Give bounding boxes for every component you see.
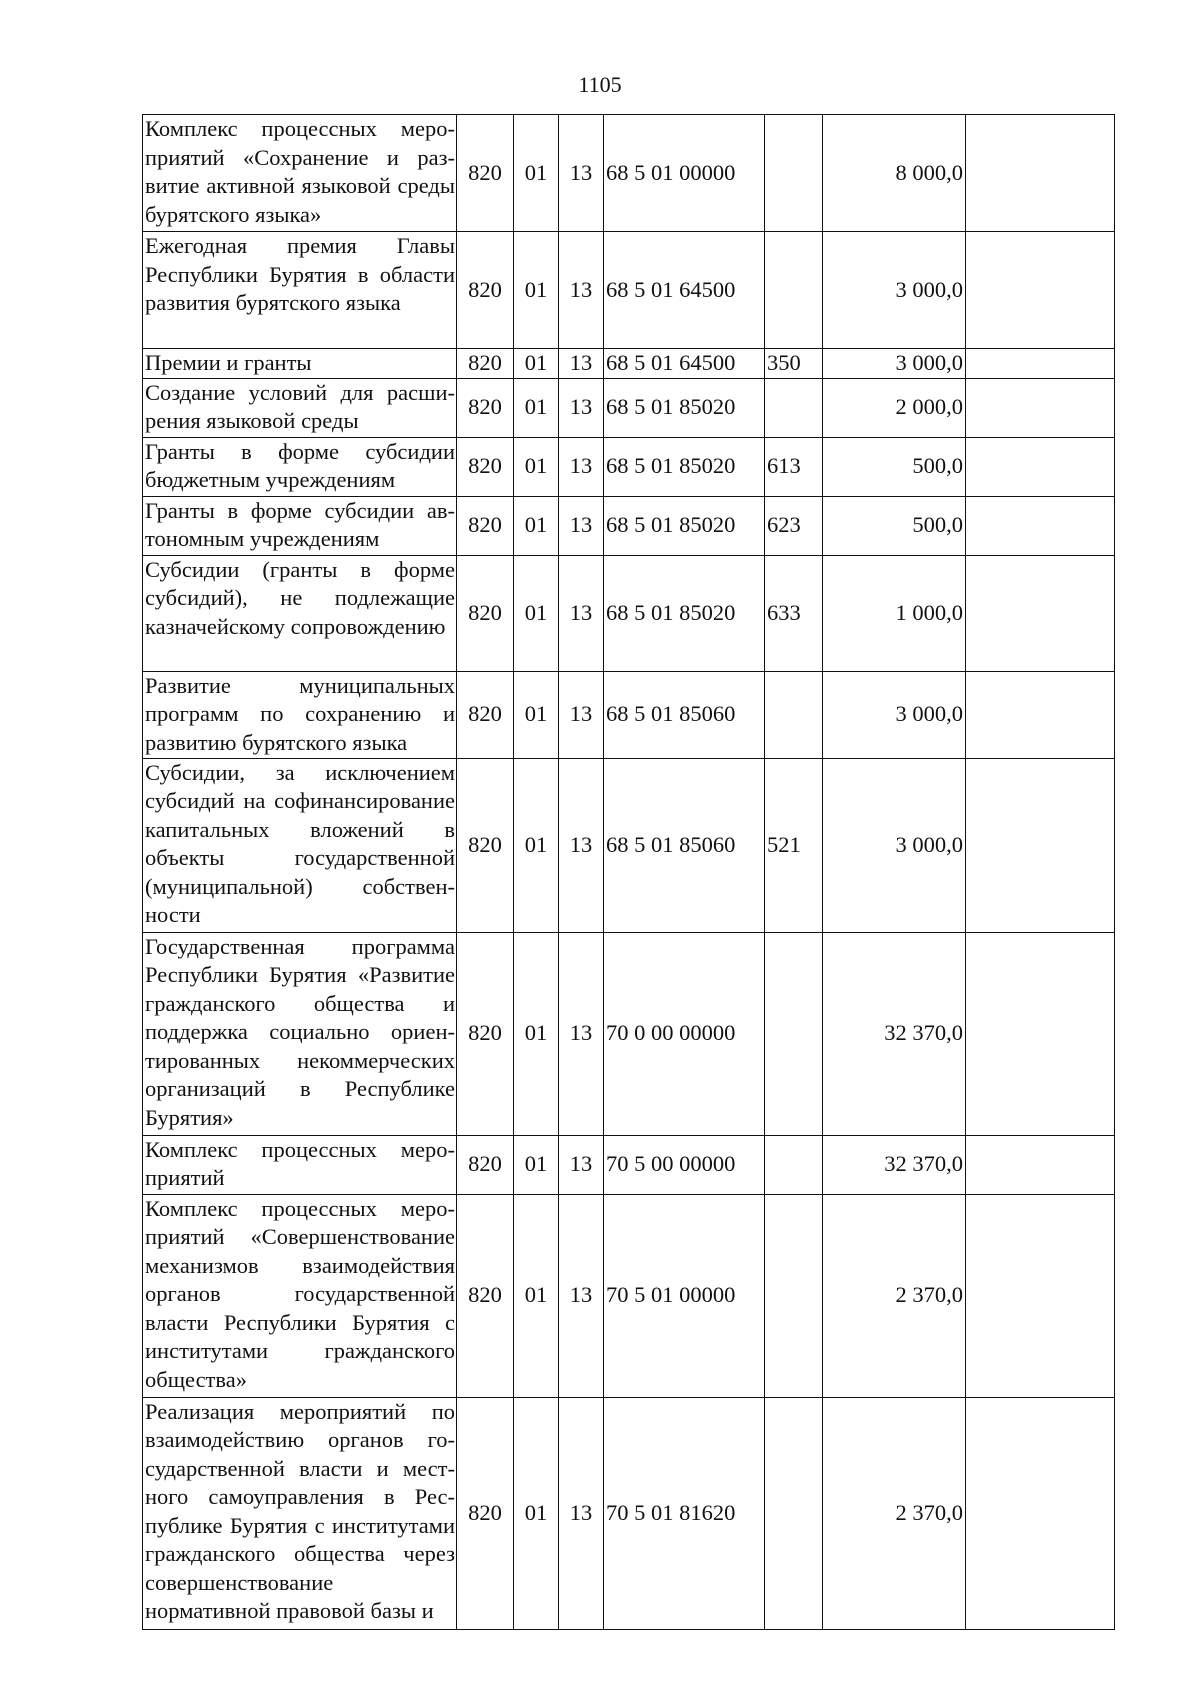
budget-table	[142, 114, 1115, 1630]
cell-amount: 3 000,0	[823, 671, 966, 758]
cell-subsection: 13	[559, 1194, 604, 1397]
cell-amount: 3 000,0	[823, 758, 966, 932]
cell-extra	[966, 115, 1115, 232]
cell-target-article: 68 5 01 85060	[604, 671, 765, 758]
cell-subsection: 13	[559, 1135, 604, 1194]
cell-ved: 820	[457, 496, 514, 555]
cell-subsection: 13	[559, 758, 604, 932]
cell-name: Ежегодная премия Главы Республики Бурятия в области развития бурятского языка	[143, 232, 457, 349]
cell-name: Государственная программа Республики Бурятия «Развитие гражданского общества и поддержка социально ориентированных некоммерческих организаций в Республике Бурятия»	[143, 932, 457, 1135]
cell-ved: 820	[457, 1397, 514, 1629]
cell-section: 01	[514, 671, 559, 758]
cell-extra	[966, 758, 1115, 932]
cell-target-article: 68 5 01 64500	[604, 349, 765, 379]
cell-amount: 500,0	[823, 437, 966, 496]
table-row	[143, 115, 1115, 232]
cell-amount: 2 370,0	[823, 1194, 966, 1397]
cell-expense-type	[765, 378, 823, 437]
cell-ved: 820	[457, 378, 514, 437]
cell-ved: 820	[457, 758, 514, 932]
cell-section: 01	[514, 932, 559, 1135]
cell-ved: 820	[457, 932, 514, 1135]
table-row	[143, 555, 1115, 671]
cell-expense-type	[765, 1135, 823, 1194]
cell-subsection: 13	[559, 115, 604, 232]
cell-ved: 820	[457, 1135, 514, 1194]
cell-amount: 2 370,0	[823, 1397, 966, 1629]
table-row	[143, 1397, 1115, 1629]
cell-section: 01	[514, 232, 559, 349]
cell-target-article: 70 5 01 00000	[604, 1194, 765, 1397]
cell-expense-type	[765, 932, 823, 1135]
cell-amount: 32 370,0	[823, 1135, 966, 1194]
cell-expense-type	[765, 1397, 823, 1629]
cell-amount: 3 000,0	[823, 232, 966, 349]
cell-extra	[966, 1135, 1115, 1194]
cell-subsection: 13	[559, 671, 604, 758]
table-row	[143, 671, 1115, 758]
cell-expense-type	[765, 1194, 823, 1397]
table-row	[143, 1194, 1115, 1397]
cell-name: Комплекс процессных мероприятий	[143, 1135, 457, 1194]
page-number: 1105	[578, 72, 622, 97]
cell-ved: 820	[457, 232, 514, 349]
cell-extra	[966, 349, 1115, 379]
cell-extra	[966, 378, 1115, 437]
cell-expense-type: 521	[765, 758, 823, 932]
cell-target-article: 68 5 01 00000	[604, 115, 765, 232]
cell-name: Создание условий для расширения языковой среды	[143, 378, 457, 437]
cell-target-article: 68 5 01 85020	[604, 437, 765, 496]
cell-section: 01	[514, 496, 559, 555]
table-row	[143, 349, 1115, 379]
cell-extra	[966, 671, 1115, 758]
cell-target-article: 68 5 01 64500	[604, 232, 765, 349]
cell-section: 01	[514, 1135, 559, 1194]
cell-section: 01	[514, 349, 559, 379]
cell-section: 01	[514, 1194, 559, 1397]
cell-name: Комплекс процессных мероприятий «Сохранение и развитие активной языковой среды бурятского языка»	[143, 115, 457, 232]
cell-expense-type: 633	[765, 555, 823, 671]
cell-ved: 820	[457, 437, 514, 496]
cell-subsection: 13	[559, 932, 604, 1135]
cell-section: 01	[514, 378, 559, 437]
table-row	[143, 758, 1115, 932]
cell-amount: 500,0	[823, 496, 966, 555]
cell-subsection: 13	[559, 555, 604, 671]
table-row	[143, 932, 1115, 1135]
table-body	[143, 115, 1115, 1630]
cell-amount: 8 000,0	[823, 115, 966, 232]
cell-amount: 2 000,0	[823, 378, 966, 437]
table-row	[143, 496, 1115, 555]
cell-target-article: 70 0 00 00000	[604, 932, 765, 1135]
cell-amount: 32 370,0	[823, 932, 966, 1135]
cell-target-article: 70 5 01 81620	[604, 1397, 765, 1629]
cell-subsection: 13	[559, 1397, 604, 1629]
cell-expense-type	[765, 115, 823, 232]
cell-section: 01	[514, 437, 559, 496]
cell-name: Комплекс процессных мероприятий «Совершенствование механизмов взаимодействия органов государственной власти Республики Бурятия с институтами гражданского общества»	[143, 1194, 457, 1397]
table-row	[143, 378, 1115, 437]
cell-target-article: 68 5 01 85020	[604, 378, 765, 437]
cell-expense-type: 623	[765, 496, 823, 555]
cell-target-article: 68 5 01 85020	[604, 555, 765, 671]
cell-ved: 820	[457, 115, 514, 232]
cell-subsection: 13	[559, 232, 604, 349]
cell-ved: 820	[457, 671, 514, 758]
cell-name: Премии и гранты	[143, 349, 457, 379]
cell-section: 01	[514, 115, 559, 232]
cell-name: Реализация мероприятий по взаимодействию органов государственной власти и местного самоуправления в Республике Бурятия с институтами гражданского общества через совершенствование нормативной правовой базы и	[143, 1397, 457, 1629]
cell-extra	[966, 932, 1115, 1135]
cell-expense-type: 613	[765, 437, 823, 496]
cell-amount: 1 000,0	[823, 555, 966, 671]
cell-target-article: 68 5 01 85020	[604, 496, 765, 555]
cell-expense-type: 350	[765, 349, 823, 379]
cell-subsection: 13	[559, 437, 604, 496]
cell-section: 01	[514, 555, 559, 671]
cell-ved: 820	[457, 1194, 514, 1397]
cell-extra	[966, 232, 1115, 349]
cell-target-article: 70 5 00 00000	[604, 1135, 765, 1194]
cell-ved: 820	[457, 349, 514, 379]
cell-target-article: 68 5 01 85060	[604, 758, 765, 932]
cell-extra	[966, 437, 1115, 496]
cell-section: 01	[514, 758, 559, 932]
cell-name: Гранты в форме субсидии автономным учреждениям	[143, 496, 457, 555]
cell-subsection: 13	[559, 378, 604, 437]
cell-subsection: 13	[559, 349, 604, 379]
table-row	[143, 437, 1115, 496]
cell-amount: 3 000,0	[823, 349, 966, 379]
cell-name: Развитие муниципальных программ по сохранению и развитию бурятского языка	[143, 671, 457, 758]
table-row	[143, 1135, 1115, 1194]
cell-name: Субсидии, за исключением субсидий на софинансирование капитальных вложений в объекты государственной (муниципальной) собственности	[143, 758, 457, 932]
cell-section: 01	[514, 1397, 559, 1629]
cell-extra	[966, 1194, 1115, 1397]
cell-expense-type	[765, 232, 823, 349]
cell-name: Гранты в форме субсидии бюджетным учреждениям	[143, 437, 457, 496]
cell-extra	[966, 555, 1115, 671]
table-row	[143, 232, 1115, 349]
cell-ved: 820	[457, 555, 514, 671]
cell-name: Субсидии (гранты в форме субсидий), не подлежащие казначейскому сопровождению	[143, 555, 457, 671]
cell-subsection: 13	[559, 496, 604, 555]
cell-extra	[966, 1397, 1115, 1629]
cell-expense-type	[765, 671, 823, 758]
cell-extra	[966, 496, 1115, 555]
